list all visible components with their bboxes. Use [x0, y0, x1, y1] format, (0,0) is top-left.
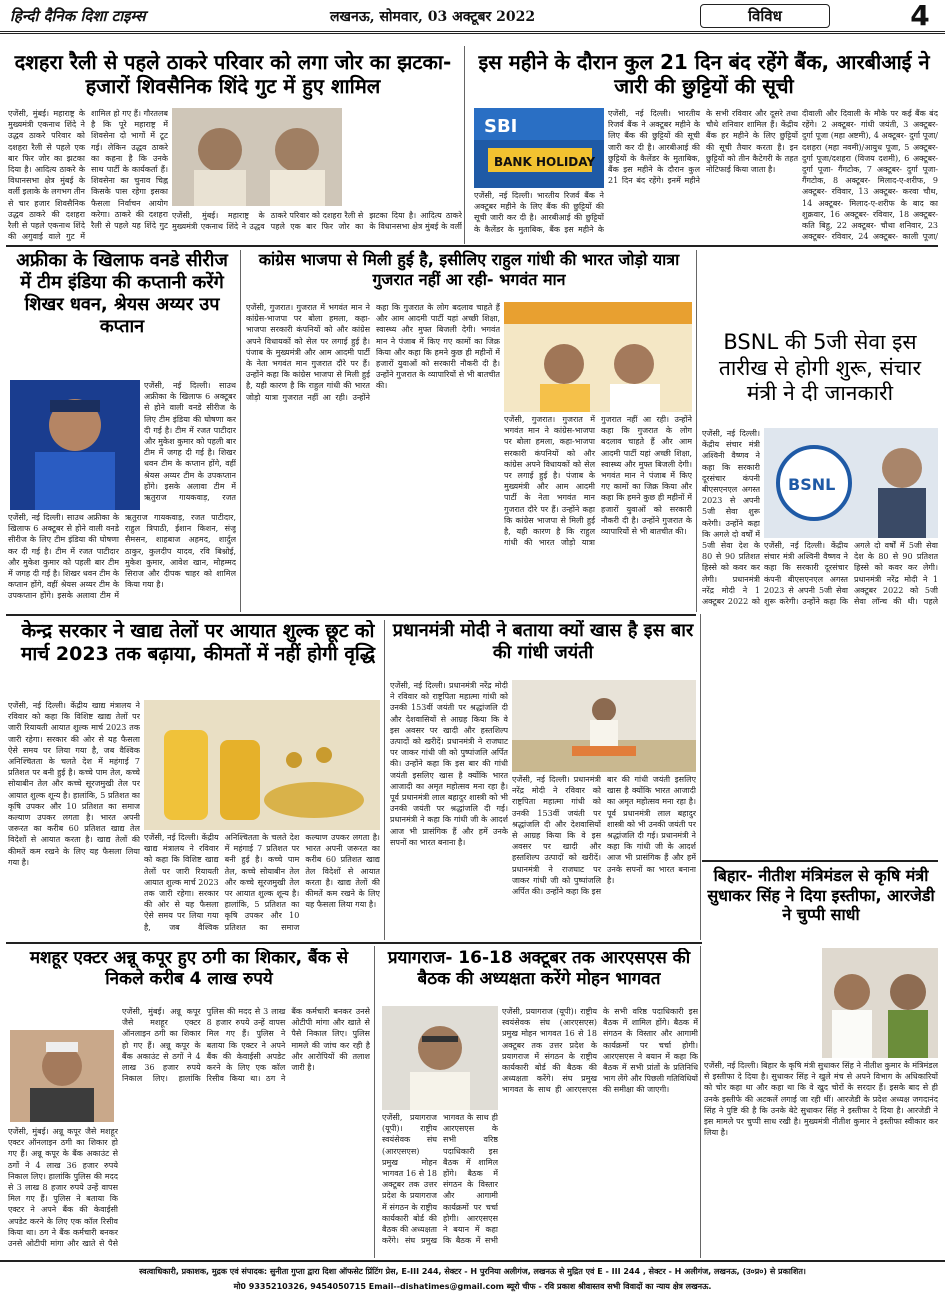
story-mann-headline: कांग्रेस भाजपा से मिली हुई है, इसीलिए राहुल गांधी की भारत जोड़ो यात्रा गुजरात नहीं आ रही- भगवंत मान: [258, 250, 680, 289]
sbi-logo-text: SBI: [484, 116, 518, 137]
story-gandhi-body: एजेंसी, नई दिल्ली। प्रधानमंत्री नरेंद्र मोदी ने रविवार को राष्ट्रपिता महात्मा गांधी को उनकी 153वीं जयंती पर श्रद्धांजलि दी और देशवासियों से आग्रह किया कि वे इस अवसर पर खादी और हस्तशिल्प उत्पादों को खरीदें। प्रधानमंत्री ने राजघाट पर जाकर गांधी जी को पुष्पांजलि अर्पित की। उन्होंने कहा कि इस बार की गांधी जयंती इसलिए खास है क्योंकि भारत आजादी का अमृत महोत्सव मना रहा है। पूर्व प्रधानमंत्री लाल बहादुर शास्त्री को भी उनकी जयंती पर श्रद्धांजलि दी गई। प्रधानमंत्री ने कहा कि गांधी जी के आदर्श आज भी प्रासंगिक हैं और हमें उनके सपनों का भारत बनाना है।: [390, 681, 508, 847]
story-bank-headline: इस महीने के दौरान कुल 21 दिन बंद रहेंगे बैंक, आरबीआई ने जारी की छुट्टियों की सूची: [478, 50, 930, 99]
dhawan-photo: [10, 380, 140, 510]
bihar-photo: [822, 948, 938, 1058]
story-gandhi-body-cont: एजेंसी, नई दिल्ली। प्रधानमंत्री नरेंद्र मोदी ने रविवार को राष्ट्रपिता महात्मा गांधी को उनकी 153वीं जयंती पर श्रद्धांजलि दी और देशवासियों से आग्रह किया कि वे इस अवसर पर खादी और हस्तशिल्प उत्पादों को खरीदें। प्रधानमंत्री ने राजघाट पर जाकर गांधी जी को पुष्पांजलि अर्पित की। उन्होंने कहा कि इस बार की गांधी जयंती इसलिए खास है क्योंकि भारत आजादी का अमृत महोत्सव मना रहा है। पूर्व प्रधानमंत्री लाल बहादुर शास्त्री को भी उनकी जयंती पर श्रद्धांजलि दी गई। प्रधानमंत्री ने कहा कि गांधी जी के आदर्श आज भी प्रासंगिक हैं और हमें उनके सपनों का भारत बनाना है।: [512, 775, 696, 897]
story-rss-body: एजेंसी, प्रयागराज (यूपी)। राष्ट्रीय स्वयंसेवक संघ (आरएसएस) प्रमुख मोहन भागवत 16 से 18 अक्टूबर तक उत्तर प्रदेश के प्रयागराज में संगठन के राष्ट्रीय कार्यकारी बोर्ड की बैठक की अध्यक्षता करेंगे। संघ प्रमुख भागवत के साथ ही आरएसएस के सभी वरिष्ठ पदाधिकारी इस बैठक में शामिल होंगे। बैठक में संगठन के विस्तार और आगामी कार्यक्रमों पर चर्चा होगी। आरएसएस ने बयान में कहा कि बैठक में सभी: [382, 1113, 498, 1246]
story-mann-body: एजेंसी, गुजरात। गुजरात में भगवंत मान ने कांग्रेस-भाजपा पर बोला हमला, कहा-भाजपा सरकारी कंपनियों को और कांग्रेस अपने विधायकों को सेल पर लगाई हुई है। पंजाब के मुख्यमंत्री और आम आदमी पार्टी के नेता भगवंत मान गुजरात दौरे पर हैं। उन्होंने कहा कि कांग्रेस भाजपा से मिली हुई है, यही कारण है कि राहुल गांधी की भारत जोड़ो यात्रा गुजरात नहीं आ रही। उन्होंने कहा कि गुजरात के लोग बदलाव चाहते हैं और आम आदमी पार्टी यहां अच्छी शिक्षा, स्वास्थ्य और मुफ्त बिजली देगी। भगवंत मान ने पंजाब में किए गए कामों का जिक्र किया और कहा कि हमने कुछ ही महीनों में हजारों युवाओं को सरकारी नौकरी दी है। उन्होंने गुजरात के व्यापारियों से भी बातचीत की।: [246, 303, 500, 402]
paper-name: हिन्दी दैनिक दिशा टाइम्स: [10, 7, 146, 25]
modi-rajghat-photo: [512, 680, 696, 772]
story-oil-body-cont: एजेंसी, नई दिल्ली। केंद्रीय खाद्य मंत्रालय ने रविवार को कहा कि विशिष्ट खाद्य तेलों पर जारी रियायती आयात शुल्क मार्च 2023 तक जारी रहेगा। सरकार की ओर से यह फैसला ऐसे समय पर लिया गया है, जब वैश्विक अनिश्चितता के चलते देश में महंगाई 7 प्रतिशत पर बनी हुई है। कच्चे पाम तेल, कच्चे सोयाबीन तेल और कच्चे सूरजमुखी तेल पर आयात शुल्क शून्य है। हालांकि, 5 प्रतिशत का कृषि उपकर और 10 प्रतिशत का समाज कल्याण उपकर लगता है। भारत अपनी जरूरत का करीब 60 प्रतिशत खाद्य तेल विदेशों से आयात करता है। खाद्य तेलों की कीमतें कम रखने के लिए यह फैसला लिया गया है।: [144, 833, 380, 932]
edible-oil-photo: [144, 700, 380, 830]
bsnl-photo: [764, 428, 938, 538]
story-kapoor-body: एजेंसी, मुंबई। अन्नू कपूर जैसे मशहूर एक्टर ऑनलाइन ठगी का शिकार हो गए हैं। अन्नू कपूर के बैंक अकाउंट से ठगों ने 4 लाख 36 हजार रुपये निकाल लिए। हालांकि पुलिस की मदद से 3 लाख 8 हजार रुपये उन्हें वापस मिल गए हैं। पुलिस ने बताया कि एक्टर ने अपने बैंक की केवाईसी अपडेट करने के लिए एक कॉल रिसीव किया था। ठग ने बैंक कर्मचारी बनकर उनसे ओटीपी मांगा और खाते से पैसे: [8, 1127, 118, 1249]
contact-line: मो0 9335210326, 9454050715 Email--dishatimes@gmail.com ब्यूरो चीफ - रवि प्रकाश श्रीवास्तव सभी विवादों का न्याय क्षेत्र लखनऊ.: [233, 1282, 712, 1291]
story-cricket-headline: अफ्रीका के खिलाफ वनडे सीरीज में टीम इंडिया की कप्तानी करेंगे शिखर धवन, श्रेयस अय्यर उप कप्तान: [16, 250, 228, 337]
story-oil-headline: केन्द्र सरकार ने खाद्य तेलों पर आयात शुल्क छूट को मार्च 2023 तक बढ़ाया, कीमतों में नहीं होगी वृद्धि: [20, 620, 376, 666]
story-mann-body-cont: एजेंसी, गुजरात। गुजरात में भगवंत मान ने कांग्रेस-भाजपा पर बोला हमला, कहा-भाजपा सरकारी कंपनियों को और कांग्रेस अपने विधायकों को सेल पर लगाई हुई है। पंजाब के मुख्यमंत्री और आम आदमी पार्टी के नेता भगवंत मान गुजरात दौरे पर हैं। उन्होंने कहा कि कांग्रेस भाजपा से मिली हुई है, यही कारण है कि राहुल गांधी की भारत जोड़ो यात्रा गुजरात नहीं आ रही। उन्होंने कहा कि गुजरात के लोग बदलाव चाहते हैं और आम आदमी पार्टी यहां अच्छी शिक्षा, स्वास्थ्य और मुफ्त बिजली देगी। भगवंत मान ने पंजाब में किए गए कामों का जिक्र किया और कहा कि हमने कुछ ही महीनों में हजारों युवाओं को सरकारी नौकरी दी है। उन्होंने गुजरात के व्यापारियों से भी बातचीत की।: [504, 415, 692, 548]
section-rule: [6, 942, 702, 944]
section-rule: [702, 860, 938, 862]
bank-holiday-photo: [474, 108, 604, 188]
story-shinde-headline: दशहरा रैली से पहले ठाकरे परिवार को लगा जोर का झटका- हजारों शिवसैनिक शिंदे गुट में हुए शामिल: [14, 50, 452, 99]
story-rss-headline: प्रयागराज- 16-18 अक्टूबर तक आरएसएस की बैठक की अध्यक्षता करेंगे मोहन भागवत: [387, 948, 691, 989]
story-bsnl-body: एजेंसी, नई दिल्ली। केंद्रीय संचार मंत्री अश्विनी वैष्णव ने कहा कि सरकारी दूरसंचार कंपनी बीएसएनएल अगस्त 2023 से अपनी 5जी सेवा शुरू करेगी। उन्होंने कहा कि अगले दो वर्षों में 5जी सेवा देश के 80 से 90 प्रतिशत हिस्से को कवर कर लेगी। प्रधानमंत्री नरेंद्र मोदी ने 1 अक्टूबर 2022 को: [702, 429, 760, 607]
story-rss-body-cont: एजेंसी, प्रयागराज (यूपी)। राष्ट्रीय स्वयंसेवक संघ (आरएसएस) प्रमुख मोहन भागवत 16 से 18 अक्टूबर तक उत्तर प्रदेश के प्रयागराज में संगठन के राष्ट्रीय कार्यकारी बोर्ड की बैठक की अध्यक्षता करेंगे। संघ प्रमुख भागवत के साथ ही आरएसएस के सभी वरिष्ठ पदाधिकारी इस बैठक में शामिल होंगे। बैठक में संगठन के विस्तार और आगामी कार्यक्रमों पर चर्चा होगी। आरएसएस ने बयान में कहा कि बैठक में सभी प्रांतों के प्रतिनिधि भाग लेंगे और पिछली गतिविधियों की समीक्षा की जाएगी।: [502, 1007, 698, 1095]
annu-kapoor-photo: [10, 1030, 114, 1122]
shinde-thackeray-photo: [172, 108, 342, 206]
section-label: विविध: [700, 4, 830, 28]
bhagwat-photo: [382, 1006, 498, 1110]
story-bank-body: एजेंसी, नई दिल्ली। भारतीय रिजर्व बैंक ने अक्टूबर महीने के लिए बैंक की छुट्टियों की सूची जारी कर दी है। आरबीआई की छुट्टियों के कैलेंडर के मुताबिक, बैंक इस महीने के: [474, 191, 604, 234]
story-kapoor-headline: मशहूर एक्टर अन्नू कपूर हुए ठगी का शिकार, बैंक से निकले करीब 4 लाख रुपये: [29, 948, 349, 989]
story-cricket-body: एजेंसी, नई दिल्ली। साउथ अफ्रीका के खिलाफ 6 अक्टूबर से होने वाली वनडे सीरीज के लिए टीम इंडिया की घोषणा कर दी गई है। टीम में रजत पाटीदार और मुकेश कुमार को पहली बार टीम में जगह दी गई है। शिखर धवन टीम के कप्तान होंगे, वहीं श्रेयस अय्यर टीम के उपकप्तान होंगे। इसके अलावा टीम में ऋतुराज गायकवाड़, रजत: [144, 381, 236, 503]
bank-holiday-sign: BANK HOLIDAY: [494, 155, 596, 169]
column-rule: [240, 250, 241, 612]
dateline: लखनऊ, सोमवार, 03 अक्टूबर 2022: [330, 9, 536, 25]
story-gandhi-headline: प्रधानमंत्री मोदी ने बताया क्यों खास है इस बार की गांधी जयंती: [392, 620, 694, 663]
column-rule: [464, 46, 465, 244]
story-shinde-body: एजेंसी, मुंबई। महाराष्ट्र के मुख्यमंत्री एकनाथ शिंदे ने उद्धव ठाकरे परिवार को दशहरा रैली से पहले एक बार फिर जोर का झटका दिया है। आदित्य ठाकरे के विधानसभा क्षेत्र मुंबई के वर्ली इलाके के लगभग तीन से चार हजार शिवसैनिक उद्धव ठाकरे की दशहरा रैली से पहले एकनाथ शिंदे की अगुवाई वाले गुट में शामिल हो गए हैं। गौरतलब है कि पूरे महाराष्ट्र में शिवसेना दो भागों में टूट गई। लेकिन उद्धव ठाकरे का कहना है कि उनके साथ पार्टी के कार्यकर्ता हैं। शिवसेना का चुनाव चिह्न किसके पास रहेगा इसका फैसला निर्वाचन आयोग करेगा। ठाकरे की दशहरा रैली से पहले यह शिंदे गुट: [8, 109, 168, 242]
bank-holiday-list: दीवाली और दिवाली के मौके पर कई बैंक बंद रहेंगे। 2 अक्टूबर- गांधी जयंती, 3 अक्टूबर- दुर्गा पूजा (महा अष्टमी), 4 अक्टूबर- दुर्गा पूजा/दशहरा (महा नवमी)/आयुध पूजा, 5 अक्टूबर- दुर्गा पूजा/दशहरा (विजय दशमी), 6 अक्टूबर- दुर्गा पूजा- गैंगटोक, 7 अक्टूबर- दुर्गा पूजा- गैंगटोक, 8 अक्टूबर- मिलाद-ए-शरीफ, 9 अक्टूबर- रविवार, 13 अक्टूबर- करवा चौथ, 14 अक्टूबर- मिलाद-ए-शरीफ के बाद का शुक्रवार, 16 अक्टूबर- रविवार, 18 अक्टूबर- कति बिहु, 22 अक्टूबर- चौथा शनिवार, 23 अक्टूबर- रविवार, 24 अक्टूबर- काली पूजा/: [802, 109, 938, 242]
masthead: [0, 0, 945, 34]
bsnl-logo-text: BSNL: [788, 475, 836, 494]
story-bank-body-cont: एजेंसी, नई दिल्ली। भारतीय रिजर्व बैंक ने अक्टूबर महीने के लिए बैंक की छुट्टियों की सूची जारी कर दी है। आरबीआई की छुट्टियों के कैलेंडर के मुताबिक, बैंक इस महीने के दौरान कुल 21 दिन बंद रहेंगे। इनमें महीने के सभी रविवार और दूसरे तथा चौथे शनिवार शामिल हैं। केंद्रीय बैंक हर महीने के लिए छुट्टियों की सूची तैयार करता है। इन छुट्टियों को तीन कैटेगरी के तहत नोटिफाई किया जाता है।: [608, 109, 798, 186]
column-rule: [384, 620, 385, 940]
story-oil-body: एजेंसी, नई दिल्ली। केंद्रीय खाद्य मंत्रालय ने रविवार को कहा कि विशिष्ट खाद्य तेलों पर जारी रियायती आयात शुल्क मार्च 2023 तक जारी रहेगा। सरकार की ओर से यह फैसला ऐसे समय पर लिया गया है, जब वैश्विक अनिश्चितता के चलते देश में महंगाई 7 प्रतिशत पर बनी हुई है। कच्चे पाम तेल, कच्चे सोयाबीन तेल और कच्चे सूरजमुखी तेल पर आयात शुल्क शून्य है। हालांकि, 5 प्रतिशत का कृषि उपकर और 10 प्रतिशत का समाज कल्याण उपकर लगता है। भारत अपनी जरूरत का करीब 60 प्रतिशत खाद्य तेल विदेशों से आयात करता है। खाद्य तेलों की कीमतें कम रखने के लिए यह फैसला लिया गया है।: [8, 701, 140, 867]
column-rule: [700, 614, 701, 940]
mann-photo: [504, 302, 692, 412]
column-rule: [374, 946, 375, 1258]
story-shinde-body-cont: एजेंसी, मुंबई। महाराष्ट्र के मुख्यमंत्री एकनाथ शिंदे ने उद्धव ठाकरे परिवार को दशहरा रैली से पहले एक बार फिर जोर का झटका दिया है। आदित्य ठाकरे के विधानसभा क्षेत्र मुंबई के वर्ली: [172, 211, 462, 232]
section-rule: [6, 614, 696, 616]
imprint-footer: [0, 1260, 945, 1295]
section-rule: [6, 245, 938, 247]
story-bsnl-headline: BSNL की 5जी सेवा इस तारीख से होगी शुरू, संचार मंत्री ने दी जानकारी: [718, 330, 922, 406]
page-number: 4: [910, 0, 930, 32]
imprint-line: स्वत्वाधिकारी, प्रकाशक, मुद्रक एवं संपादक: सुनीता गुप्ता द्वारा दिशा ऑफसेट प्रिंटिंग प्रेस, E-III 244, सेक्टर - H पुरनिया अलीगंज, लखनऊ से मुद्रित एवं E - III 244 , सेक्टर - H अलीगंज, लखनऊ, (उ०प्र०) से प्रकाशित।: [139, 1267, 806, 1276]
story-kapoor-body-cont: एजेंसी, मुंबई। अन्नू कपूर जैसे मशहूर एक्टर ऑनलाइन ठगी का शिकार हो गए हैं। अन्नू कपूर के बैंक अकाउंट से ठगों ने 4 लाख 36 हजार रुपये निकाल लिए। हालांकि पुलिस की मदद से 3 लाख 8 हजार रुपये उन्हें वापस मिल गए हैं। पुलिस ने बताया कि एक्टर ने अपने बैंक की केवाईसी अपडेट करने के लिए एक कॉल रिसीव किया था। ठग ने बैंक कर्मचारी बनकर उनसे ओटीपी मांगा और खाते से पैसे निकाल लिए। पुलिस मामले की जांच कर रही है और आरोपियों की तलाश जारी है।: [122, 1007, 370, 1084]
column-rule: [696, 250, 697, 612]
story-cricket-body-cont: एजेंसी, नई दिल्ली। साउथ अफ्रीका के खिलाफ 6 अक्टूबर से होने वाली वनडे सीरीज के लिए टीम इंडिया की घोषणा कर दी गई है। टीम में रजत पाटीदार और मुकेश कुमार को पहली बार टीम में जगह दी गई है। शिखर धवन टीम के कप्तान होंगे, वहीं श्रेयस अय्यर टीम के उपकप्तान होंगे। इसके अलावा टीम में ऋतुराज गायकवाड़, रजत पाटीदार, राहुल त्रिपाठी, ईशान किशन, संजू सैमसन, शाहबाज अहमद, शार्दुल ठाकुर, कुलदीप यादव, रवि बिश्नोई, मुकेश कुमार, आवेश खान, मोहम्मद सिराज और दीपक चाहर को शामिल किया गया है।: [8, 513, 236, 601]
column-rule: [700, 946, 701, 1258]
story-bihar-headline: बिहार- नीतीश मंत्रिमंडल से कृषि मंत्री सुधाकर सिंह ने दिया इस्तीफा, आरजेडी ने चुप्पी साधी: [707, 866, 935, 925]
story-bsnl-body-cont: एजेंसी, नई दिल्ली। केंद्रीय संचार मंत्री अश्विनी वैष्णव ने कहा कि सरकारी दूरसंचार कंपनी बीएसएनएल अगस्त 2023 से अपनी 5जी सेवा शुरू करेगी। उन्होंने कहा कि अगले दो वर्षों में 5जी सेवा देश के 80 से 90 प्रतिशत हिस्से को कवर कर लेगी। प्रधानमंत्री नरेंद्र मोदी ने 1 अक्टूबर 2022 को 5जी सेवा लॉन्च की थी। पहले: [764, 541, 938, 607]
story-bihar-body: एजेंसी, नई दिल्ली। बिहार के कृषि मंत्री सुधाकर सिंह ने नीतीश कुमार के मंत्रिमंडल से इस्तीफा दे दिया है। सुधाकर सिंह ने खुले मंच से अपने विभाग के अधिकारियों को चोर कहा था और कहा था कि वे खुद चोरों के सरदार हैं। इसके बाद से ही उनके इस्तीफे की अटकलें लगाई जा रही थीं। आरजेडी के प्रदेश अध्यक्ष जगदानंद सिंह ने पुष्टि की है कि उनके बेटे सुधाकर सिंह ने इस्तीफा दे दिया है। आरजेडी ने इस मामले पर चुप्पी साध रखी है। मुख्यमंत्री नीतीश कुमार ने इस्तीफा स्वीकार कर लिया है।: [704, 1061, 938, 1138]
